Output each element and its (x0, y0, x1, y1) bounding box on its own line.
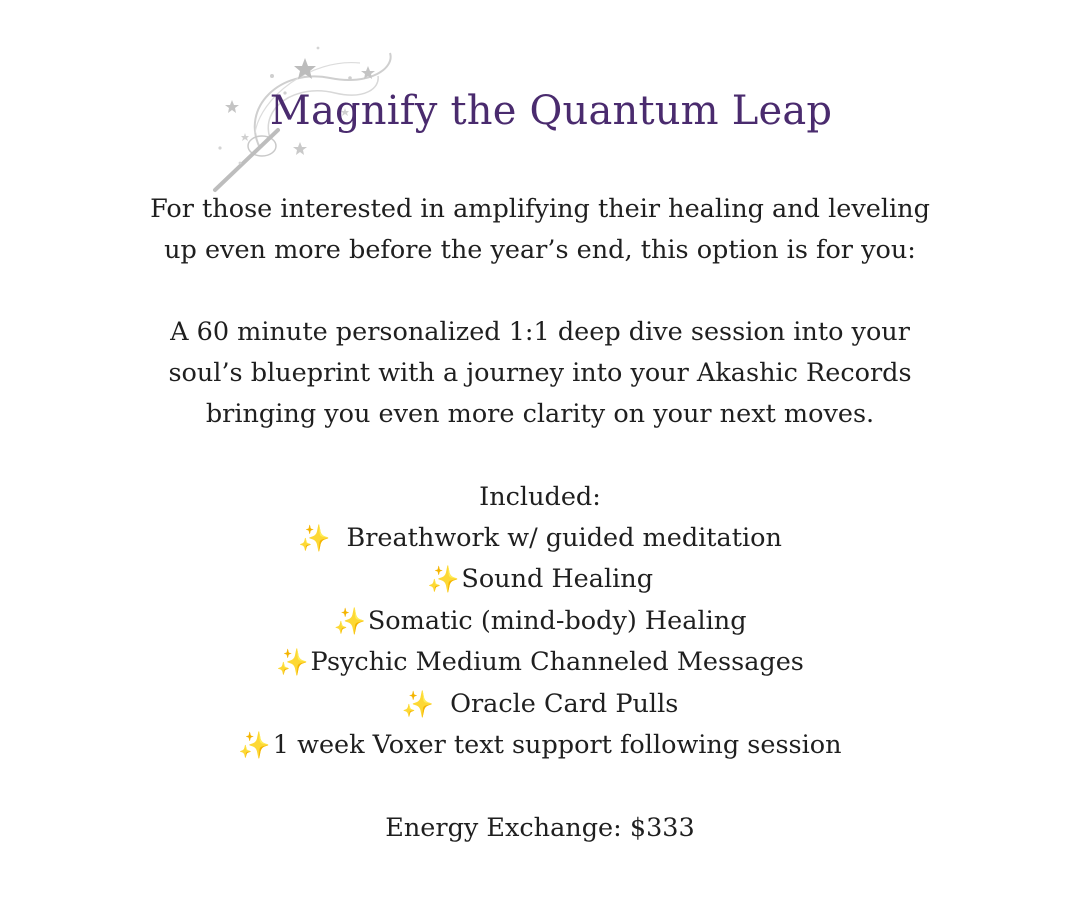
description-line-1: A 60 minute personalized 1:1 deep dive session into your (170, 317, 910, 347)
sparkles-icon: ✨ (276, 647, 309, 678)
sparkles-icon: ✨ (426, 564, 460, 595)
list-item-label: Sound Healing (461, 564, 654, 594)
page-title-text: Magnify the Quantum Leap (269, 88, 833, 134)
included-heading: Included: (479, 482, 601, 512)
list-item-label: Breathwork w/ guided meditation (346, 523, 782, 553)
intro-line-1: For those interested in amplifying their healing and leveling (150, 194, 930, 224)
list-item (0, 559, 1080, 601)
list-item (0, 642, 1080, 684)
list-item-label: Somatic (mind-body) Healing (367, 606, 747, 636)
sparkles-icon: ✨ (333, 606, 366, 637)
sparkles-icon: ✨ (401, 689, 435, 720)
list-item-label: Psychic Medium Channeled Messages (310, 647, 804, 677)
sparkles-icon: ✨ (238, 730, 271, 761)
price-label: Energy Exchange: $333 (385, 813, 695, 843)
list-item (0, 725, 1080, 767)
list-item-label: Oracle Card Pulls (450, 689, 679, 719)
list-item (0, 518, 1080, 560)
list-item (0, 601, 1080, 643)
description-line-3: bringing you even more clarity on your next moves. (205, 399, 875, 429)
page-title (0, 88, 1080, 134)
list-item-label: 1 week Voxer text support following session (272, 730, 842, 760)
description-line-2: soul’s blueprint with a journey into your Akashic Records (168, 358, 912, 388)
intro-line-2: up even more before the year’s end, this option is for you: (164, 235, 916, 265)
list-item (0, 684, 1080, 726)
sparkles-icon: ✨ (298, 523, 331, 554)
